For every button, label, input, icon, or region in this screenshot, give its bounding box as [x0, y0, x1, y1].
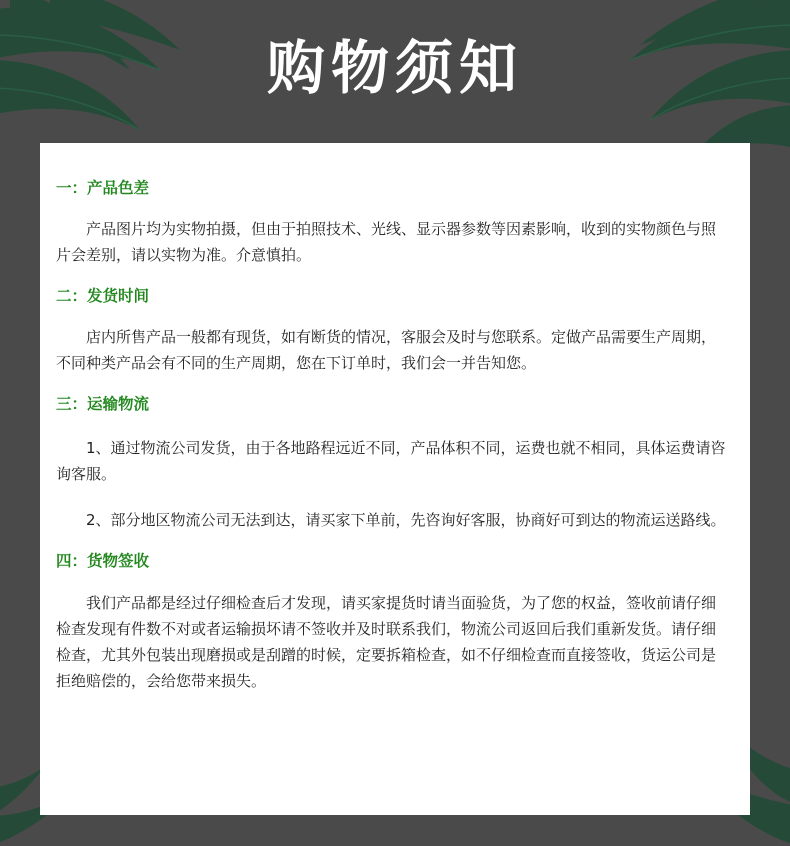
notice-card — [40, 143, 750, 815]
page-title: 购物须知 — [266, 34, 523, 102]
section-heading-receipt: 四：货物签收 — [56, 552, 150, 570]
section-paragraph: 店内所售产品一般都有现货，如有断货的情况，客服会及时与您联系。定做产品需要生产周期，不同种类产品会有不同的生产周期，您在下订单时，我们会一并告知您。 — [56, 328, 717, 372]
section-heading-color-difference: 一：产品色差 — [56, 179, 150, 197]
section-paragraph: 2、部分地区物流公司无法到达，请买家下单前，先咨询好客服，协商好可到达的物流运送路线。 — [86, 511, 726, 529]
section-paragraph: 我们产品都是经过仔细检查后才发现，请买家提货时请当面验货，为了您的权益，签收前请仔细检查发现有件数不对或者运输损坏请不签收并及时联系我们，物流公司返回后我们重新发货。请仔细检查，尤其外包装出现磨损或是刮蹭的时候，定要拆箱检查，如不仔细检查而直接签收，货运公司是拒绝赔偿的，会给您带来损失。 — [56, 594, 717, 690]
section-paragraph: 产品图片均为实物拍摄，但由于拍照技术、光线、显示器参数等因素影响，收到的实物颜色与照片会差别，请以实物为准。介意慎拍。 — [56, 220, 717, 264]
section-heading-logistics: 三：运输物流 — [56, 395, 150, 413]
section-heading-shipping-time: 二：发货时间 — [56, 287, 150, 305]
section-paragraph: 1、通过物流公司发货，由于各地路程远近不同，产品体积不同，运费也就不相同，具体运费请咨询客服。 — [56, 439, 726, 483]
